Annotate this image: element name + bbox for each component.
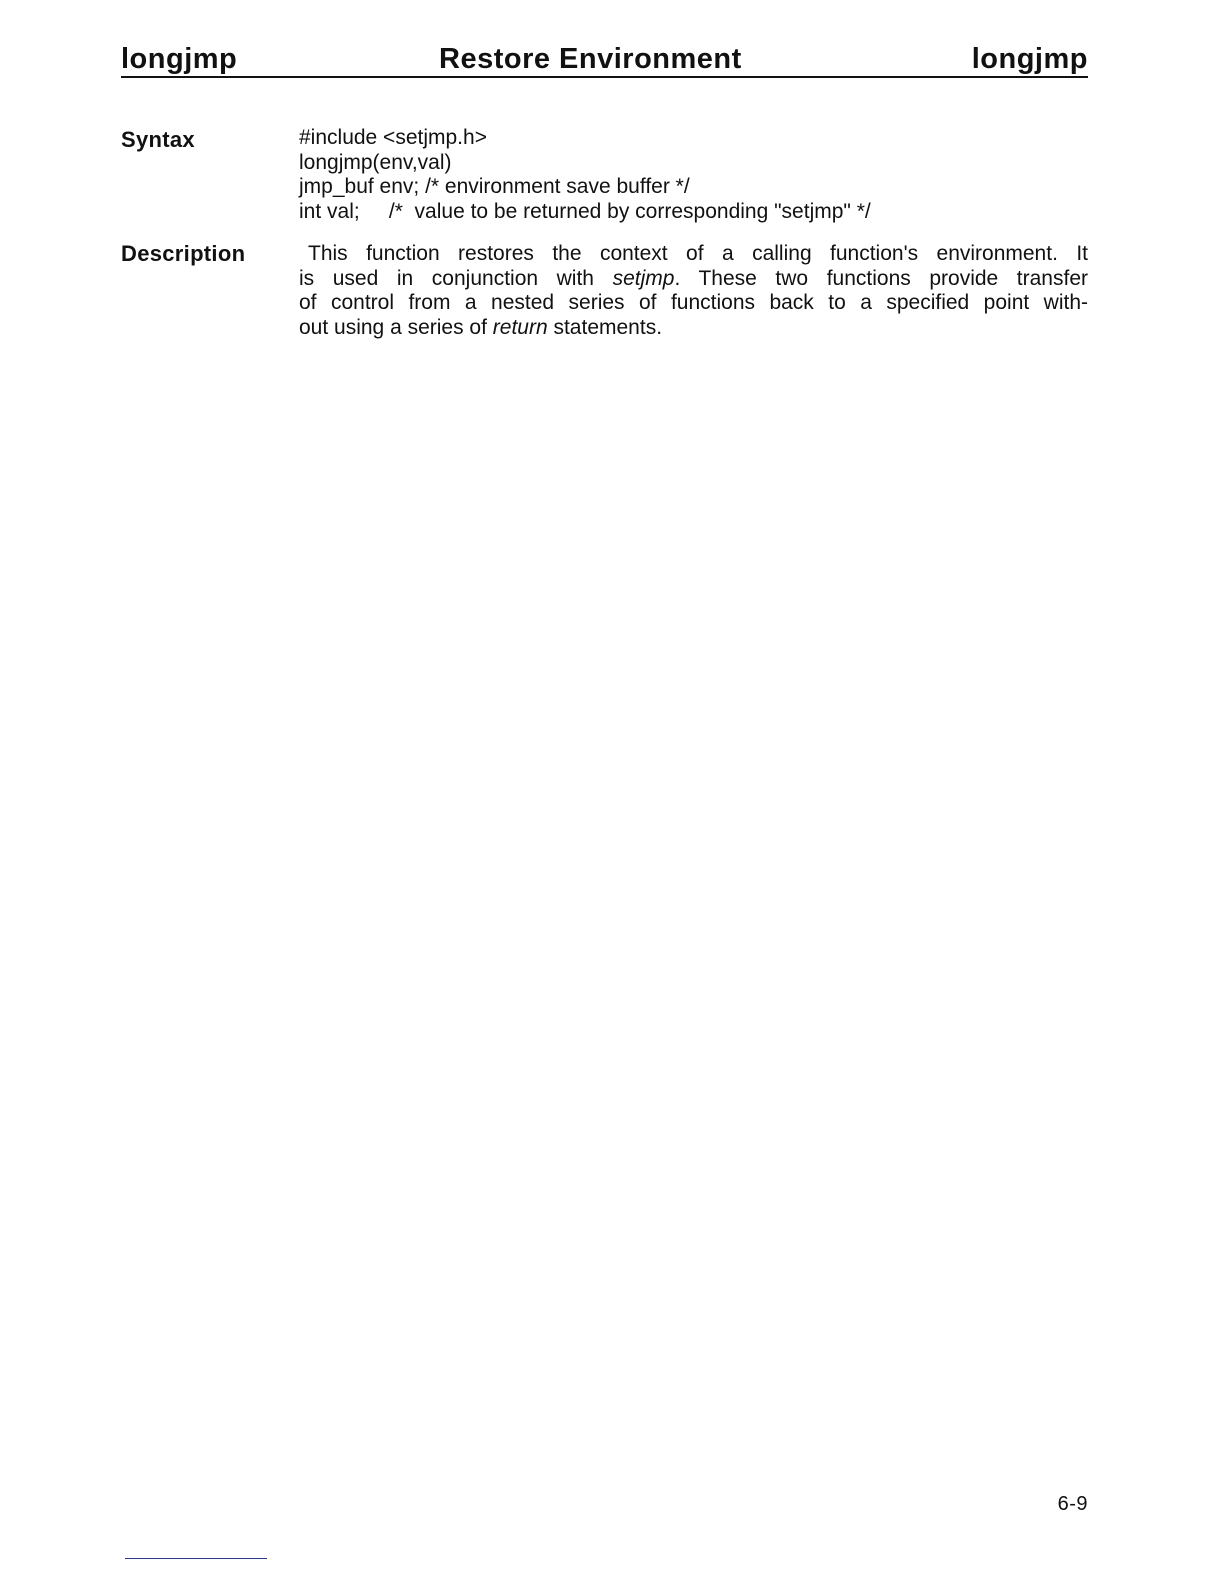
description-line-4 [299, 316, 1088, 341]
description-text: . These two functions provide transfer [674, 266, 1088, 290]
description-paragraph [299, 242, 1088, 340]
syntax-code-block [299, 126, 1079, 224]
description-text: out using a series of [299, 315, 493, 339]
page-header [121, 40, 1088, 78]
syntax-line-include: #include <setjmp.h> [299, 126, 487, 149]
return-emphasis: return [492, 315, 548, 339]
description-line-1: This function restores the context of a calling function's environment. It [308, 242, 1088, 265]
description-text: is used in conjunction with [299, 266, 613, 290]
bottom-rule [125, 1558, 267, 1559]
header-function-name-left: longjmp [121, 43, 238, 75]
description-text: statements. [547, 315, 663, 339]
description-label: Description [121, 241, 246, 266]
syntax-line-val-decl: int val; /* value to be returned by corresponding "setjmp" */ [299, 199, 871, 223]
syntax-line-env-decl: jmp_buf env; /* environment save buffer */ [299, 175, 690, 198]
syntax-line-call: longjmp(env,val) [299, 150, 452, 174]
setjmp-emphasis: setjmp [612, 266, 675, 290]
syntax-label: Syntax [121, 127, 195, 152]
description-line-3: of control from a nested series of functions back to a specified point with- [299, 291, 1088, 314]
header-function-name-right: longjmp [971, 43, 1088, 75]
page-number: 6-9 [1057, 1493, 1088, 1515]
description-line-2 [299, 267, 1088, 292]
header-title: Restore Environment [439, 43, 742, 75]
